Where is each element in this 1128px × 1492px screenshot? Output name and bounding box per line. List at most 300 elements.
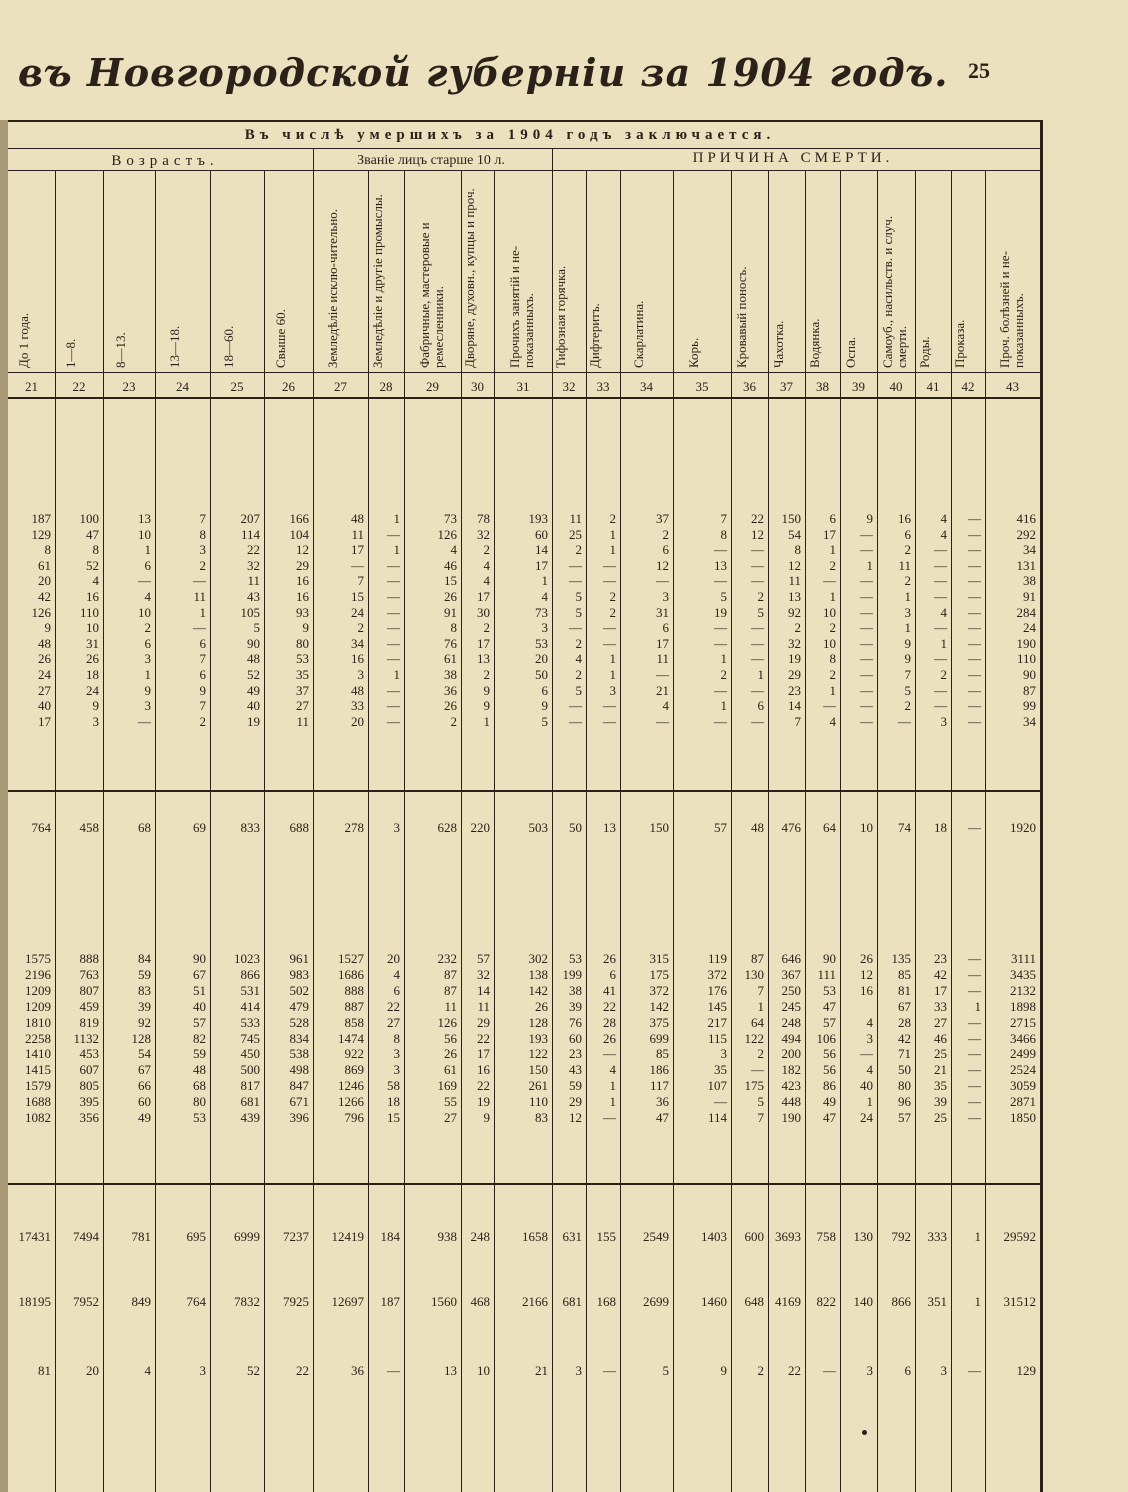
table-cell: 16 <box>351 651 364 667</box>
table-cell: 3 <box>609 682 616 698</box>
table-cell: 175 <box>649 966 669 982</box>
column-number: 26 <box>282 379 295 394</box>
horizontal-rule <box>8 1183 1042 1185</box>
table-cell: 29 <box>296 557 309 573</box>
table-cell: 12 <box>788 557 801 573</box>
table-cell: — <box>898 713 911 729</box>
table-cell: 681 <box>562 1294 582 1309</box>
table-cell: 356 <box>79 1110 99 1125</box>
table-cell: — <box>968 966 981 982</box>
table-cell: 17 <box>38 713 51 729</box>
column-number: 43 <box>1006 379 1019 394</box>
table-cell: 3 <box>199 1363 206 1378</box>
table-cell: 13 <box>444 1363 457 1378</box>
table-cell: 533 <box>240 1014 260 1030</box>
table-cell: 26 <box>86 651 99 667</box>
column-header-label: 18—60. <box>221 325 236 368</box>
column-header-label: Дворяне, духовн., купцы и проч. <box>462 188 477 368</box>
table-cell: 1 <box>609 667 616 682</box>
table-cell: 61 <box>444 1062 457 1078</box>
table-cell: — <box>603 713 616 729</box>
table-cell: 55 <box>444 1094 457 1110</box>
table-cell: 849 <box>131 1294 151 1309</box>
table-cell: 261 <box>528 1078 548 1094</box>
table-cell: 6 <box>829 511 836 526</box>
table-cell: — <box>860 542 873 558</box>
table-cell: — <box>714 1094 727 1110</box>
table-cell: 699 <box>649 1030 669 1046</box>
table-cell: 8 <box>393 1030 400 1046</box>
table-cell: — <box>968 713 981 729</box>
table-cell: 3435 <box>1010 966 1036 982</box>
table-cell: 1 <box>904 620 911 636</box>
table-cell: 32 <box>477 966 490 982</box>
table-cell: — <box>934 589 947 604</box>
table-cell: 50 <box>898 1062 911 1078</box>
table-cell: — <box>968 1014 981 1030</box>
horizontal-rule <box>8 170 1042 171</box>
table-cell: 40 <box>860 1078 873 1094</box>
table-cell: 1 <box>144 667 151 682</box>
table-cell: 34 <box>351 635 364 651</box>
table-cell: 5 <box>904 682 911 698</box>
table-cell: 23 <box>569 1046 582 1062</box>
table-cell: 2524 <box>1010 1062 1036 1078</box>
table-cell: 628 <box>437 820 457 835</box>
table-cell: 11 <box>444 998 457 1014</box>
table-cell: 60 <box>569 1030 582 1046</box>
table-cell: — <box>968 1030 981 1046</box>
table-cell: 10 <box>138 526 151 542</box>
table-cell: 502 <box>289 982 309 998</box>
column-number: 33 <box>596 379 610 394</box>
column-header-label: Дифтеритъ. <box>587 303 602 368</box>
table-cell: 23 <box>934 951 947 966</box>
table-cell: 817 <box>240 1078 260 1094</box>
table-cell: 80 <box>296 635 309 651</box>
table-cell: 3 <box>866 1030 873 1046</box>
table-cell: — <box>968 526 981 542</box>
table-cell: 396 <box>289 1110 309 1125</box>
table-cell: 503 <box>528 820 548 835</box>
table-cell: 166 <box>289 511 309 526</box>
table-cell: 145 <box>707 998 727 1014</box>
table-cell: 9 <box>302 620 309 636</box>
table-cell: — <box>603 573 616 589</box>
column-header-label: Скарлатина. <box>630 300 646 368</box>
table-cell: 57 <box>714 820 727 835</box>
column-number: 39 <box>852 379 865 394</box>
page-binding-edge <box>0 120 8 1492</box>
table-cell: 6 <box>393 982 400 998</box>
page-title: въ Новгородской губерніи за 1904 годъ. <box>18 50 949 95</box>
table-cell: 1 <box>720 698 727 714</box>
table-cell: 131 <box>1016 557 1036 573</box>
table-cell: 439 <box>240 1110 260 1125</box>
table-cell: 86 <box>823 1078 836 1094</box>
table-cell: 7 <box>357 573 364 589</box>
table-cell: 117 <box>649 1078 669 1094</box>
table-cell: 8 <box>720 526 727 542</box>
table-cell: 648 <box>744 1294 764 1309</box>
table-cell: — <box>138 713 151 729</box>
table-cell: 150 <box>781 511 801 526</box>
table-cell: 7 <box>757 1110 764 1125</box>
table-cell: 20 <box>86 1363 99 1378</box>
table-cell: 4 <box>940 604 947 620</box>
table-cell: 199 <box>562 966 582 982</box>
table-cell: 6 <box>144 557 151 573</box>
table-cell: 16 <box>860 982 873 998</box>
table-cell: — <box>968 1363 981 1378</box>
table-cell: 90 <box>823 951 836 966</box>
table-cell: 4 <box>829 713 836 729</box>
table-cell: — <box>387 589 400 604</box>
table-cell: 11 <box>898 557 911 573</box>
table-cell: 48 <box>351 682 364 698</box>
table-cell: — <box>860 635 873 651</box>
horizontal-rule <box>8 790 1042 792</box>
table-cell: 869 <box>344 1062 364 1078</box>
table-cell: — <box>860 651 873 667</box>
table-cell: 71 <box>898 1046 911 1062</box>
table-cell: 54 <box>138 1046 151 1062</box>
table-cell: 1415 <box>25 1062 51 1078</box>
table-cell: 2 <box>794 620 801 636</box>
table-cell: — <box>934 542 947 558</box>
table-cell: 1 <box>757 667 764 682</box>
table-cell: 764 <box>31 820 51 835</box>
table-cell: 20 <box>387 951 400 966</box>
table-cell: — <box>968 635 981 651</box>
table-cell: 17 <box>351 542 364 558</box>
table-cell: 8 <box>92 542 99 558</box>
table-cell: 9 <box>44 620 51 636</box>
column-number: 30 <box>471 379 484 394</box>
right-border-rule <box>1040 120 1043 1492</box>
group-divider <box>313 148 314 172</box>
column-header-label: Свыше 60. <box>272 309 288 368</box>
table-cell: — <box>751 620 764 636</box>
table-cell: 1 <box>866 1094 873 1110</box>
table-cell: — <box>934 651 947 667</box>
cause-group-header: ПРИЧИНА СМЕРТИ. <box>692 150 894 166</box>
table-cell: 961 <box>289 951 309 966</box>
table-cell: 68 <box>193 1078 206 1094</box>
table-cell: 5 <box>575 589 582 604</box>
table-cell: 1 <box>393 667 400 682</box>
table-cell: 2 <box>575 667 582 682</box>
table-cell: 10 <box>138 604 151 620</box>
table-cell: 142 <box>528 982 548 998</box>
table-cell: 67 <box>898 998 911 1014</box>
table-cell: 13 <box>603 820 616 835</box>
table-cell: — <box>569 698 582 714</box>
table-cell: 1023 <box>234 951 260 966</box>
column-header-label: Водянка. <box>806 318 822 368</box>
table-cell: 4 <box>662 698 669 714</box>
table-cell: — <box>193 620 206 636</box>
table-cell: — <box>968 542 981 558</box>
horizontal-rule <box>8 148 1042 149</box>
table-cell: — <box>934 620 947 636</box>
table-cell: 67 <box>193 966 206 982</box>
table-cell: 8 <box>829 651 836 667</box>
table-cell: 13 <box>138 511 151 526</box>
table-cell: 74 <box>898 820 911 835</box>
table-cell: 10 <box>86 620 99 636</box>
table-cell: 27 <box>38 682 51 698</box>
table-cell: 807 <box>79 982 99 998</box>
column-number: 22 <box>72 379 86 394</box>
table-cell: 5 <box>253 620 260 636</box>
table-cell: 31512 <box>1003 1294 1036 1309</box>
table-cell: 35 <box>714 1062 727 1078</box>
table-cell: 207 <box>240 511 260 526</box>
table-cell: 7237 <box>283 1229 309 1244</box>
table-cell: 938 <box>437 1229 457 1244</box>
table-cell: 200 <box>781 1046 801 1062</box>
table-cell: 8 <box>44 542 51 558</box>
table-cell: — <box>387 1363 400 1378</box>
table-cell: 1575 <box>25 951 51 966</box>
table-cell: 25 <box>569 526 582 542</box>
table-cell: 14 <box>477 982 490 998</box>
table-cell: 64 <box>823 820 836 835</box>
table-cell: 4 <box>940 511 947 526</box>
table-cell: 14 <box>788 698 801 714</box>
table-cell: 92 <box>788 604 801 620</box>
table-cell: 16 <box>86 589 99 604</box>
table-cell: 1 <box>393 542 400 558</box>
table-cell: — <box>387 651 400 667</box>
column-number: 24 <box>176 379 189 394</box>
table-cell: 38 <box>444 667 457 682</box>
table-cell: 1 <box>609 651 616 667</box>
table-cell: 4 <box>483 557 490 573</box>
table-cell: 2549 <box>643 1229 669 1244</box>
table-cell: 53 <box>296 651 309 667</box>
table-cell: 31 <box>86 635 99 651</box>
table-cell: 60 <box>138 1094 151 1110</box>
table-cell: 105 <box>240 604 260 620</box>
table-cell: 232 <box>437 951 457 966</box>
table-cell: 6 <box>609 966 616 982</box>
table-cell: 28 <box>898 1014 911 1030</box>
table-cell: 104 <box>289 526 309 542</box>
table-cell: 805 <box>79 1078 99 1094</box>
table-cell: 2699 <box>643 1294 669 1309</box>
table-cell: 887 <box>344 998 364 1014</box>
table-cell: 1 <box>609 1078 616 1094</box>
table-cell: — <box>860 526 873 542</box>
table-cell: 333 <box>927 1229 947 1244</box>
table-cell: 2 <box>904 573 911 589</box>
column-number: 31 <box>516 379 530 394</box>
table-cell: 792 <box>891 1229 911 1244</box>
table-cell: 4 <box>144 1363 151 1378</box>
table-cell: 695 <box>186 1229 206 1244</box>
table-cell: 114 <box>707 1110 727 1125</box>
table-cell: 11 <box>569 511 582 526</box>
table-cell: 866 <box>240 966 260 982</box>
table-cell: 367 <box>781 966 801 982</box>
table-cell: 47 <box>656 1110 669 1125</box>
table-cell: 833 <box>240 820 260 835</box>
table-cell: 9 <box>483 1110 490 1125</box>
table-cell: 2 <box>757 589 764 604</box>
table-cell: 26 <box>444 589 457 604</box>
table-cell: 745 <box>240 1030 260 1046</box>
table-cell: 30 <box>477 604 490 620</box>
table-cell: — <box>860 573 873 589</box>
table-cell: — <box>751 682 764 698</box>
table-cell: 17 <box>656 635 669 651</box>
table-cell: 2 <box>940 667 947 682</box>
table-cell: 29 <box>477 1014 490 1030</box>
table-cell: 2132 <box>1010 982 1036 998</box>
table-cell: 8 <box>450 620 457 636</box>
table-cell: 5 <box>575 604 582 620</box>
table-cell: — <box>387 620 400 636</box>
table-cell: 35 <box>934 1078 947 1094</box>
table-cell: — <box>934 557 947 573</box>
table-cell: 111 <box>817 966 836 982</box>
table-cell: 39 <box>569 998 582 1014</box>
table-cell: 1 <box>541 573 548 589</box>
table-cell: 476 <box>781 820 801 835</box>
table-cell: 193 <box>528 1030 548 1046</box>
table-cell: 19 <box>788 651 801 667</box>
table-cell: 24 <box>860 1110 873 1125</box>
rank-group-header: Званіе лицъ старше 10 л. <box>357 153 505 168</box>
table-cell: 1 <box>974 1229 981 1244</box>
table-cell: 600 <box>744 1229 764 1244</box>
table-cell: 60 <box>535 526 548 542</box>
table-cell: 122 <box>744 1030 764 1046</box>
table-cell: 100 <box>79 511 99 526</box>
table-cell: 2258 <box>25 1030 51 1046</box>
table-cell: 26 <box>444 698 457 714</box>
table-cell: 819 <box>79 1014 99 1030</box>
table-cell: 57 <box>823 1014 836 1030</box>
table-cell: — <box>968 682 981 698</box>
column-header-label: 8—13. <box>113 332 128 368</box>
table-cell: — <box>968 820 981 835</box>
table-cell: 184 <box>380 1229 400 1244</box>
table-cell: 34 <box>1023 542 1036 558</box>
column-header-label: Прочихъ занятій и не-показанныхъ. <box>507 245 536 368</box>
table-cell: 93 <box>296 604 309 620</box>
table-cell: 61 <box>444 651 457 667</box>
table-cell: 2 <box>199 557 206 573</box>
table-cell: 1 <box>974 998 981 1014</box>
table-cell: — <box>968 667 981 682</box>
table-cell: 187 <box>31 511 51 526</box>
table-cell: 9 <box>483 682 490 698</box>
table-cell: 59 <box>569 1078 582 1094</box>
table-cell: 983 <box>289 966 309 982</box>
table-cell: — <box>387 682 400 698</box>
table-cell: 87 <box>1023 682 1036 698</box>
table-cell: 494 <box>781 1030 801 1046</box>
table-cell: 2 <box>483 542 490 558</box>
table-cell: 29 <box>788 667 801 682</box>
table-cell: 186 <box>649 1062 669 1078</box>
column-header-label: Кровавый поносъ. <box>733 266 749 368</box>
table-cell: 7925 <box>283 1294 309 1309</box>
table-cell: 87 <box>751 951 764 966</box>
table-cell: 39 <box>138 998 151 1014</box>
table-cell: 37 <box>656 511 669 526</box>
table-cell: 24 <box>86 682 99 698</box>
table-cell: — <box>968 651 981 667</box>
age-group-header: Возрастъ. <box>111 153 219 169</box>
table-cell: — <box>860 604 873 620</box>
table-cell: 24 <box>1023 620 1036 636</box>
table-cell: 13 <box>788 589 801 604</box>
table-cell: 245 <box>781 998 801 1014</box>
table-cell: 42 <box>934 966 947 982</box>
table-cell: 168 <box>596 1294 616 1309</box>
table-cell: 92 <box>138 1014 151 1030</box>
table-cell: — <box>603 557 616 573</box>
table-cell: 395 <box>79 1094 99 1110</box>
table-cell: — <box>387 557 400 573</box>
table-cell: — <box>968 589 981 604</box>
table-cell: 26 <box>603 951 616 966</box>
table-cell: 351 <box>927 1294 947 1309</box>
column-number: 28 <box>379 379 393 394</box>
table-cell: 150 <box>528 1062 548 1078</box>
table-cell: 22 <box>751 511 764 526</box>
table-cell: 416 <box>1016 511 1036 526</box>
table-cell: 763 <box>79 966 99 982</box>
table-cell: 11 <box>247 573 260 589</box>
table-cell: 9 <box>199 682 206 698</box>
table-cell: 52 <box>86 557 99 573</box>
table-cell: 248 <box>470 1229 490 1244</box>
table-cell: 3693 <box>775 1229 801 1244</box>
table-cell: 18 <box>387 1094 400 1110</box>
table-cell: 28 <box>603 1014 616 1030</box>
table-cell: 91 <box>444 604 457 620</box>
table-cell: 17 <box>823 526 836 542</box>
table-cell: 781 <box>131 1229 151 1244</box>
table-cell: 6 <box>541 682 548 698</box>
table-cell: — <box>860 682 873 698</box>
table-main-header: Въ числѣ умершихъ за 1904 годъ заключается. <box>244 127 776 143</box>
table-cell: 138 <box>528 966 548 982</box>
table-cell: — <box>934 698 947 714</box>
table-cell: — <box>860 698 873 714</box>
table-cell: 73 <box>444 511 457 526</box>
table-cell: 24 <box>38 667 51 682</box>
table-cell: 4 <box>393 966 400 982</box>
table-cell: 2 <box>450 713 457 729</box>
table-cell: 122 <box>528 1046 548 1062</box>
column-header-label: Земледѣліе и другіе промыслы. <box>370 194 385 368</box>
table-cell: 9 <box>904 651 911 667</box>
table-cell: 91 <box>1023 589 1036 604</box>
table-cell: 48 <box>351 511 364 526</box>
table-cell: 9 <box>866 511 873 526</box>
table-cell: — <box>714 682 727 698</box>
table-cell: — <box>860 1046 873 1062</box>
column-number: 21 <box>25 379 38 394</box>
table-cell: 4169 <box>775 1294 801 1309</box>
table-cell: 6 <box>199 667 206 682</box>
